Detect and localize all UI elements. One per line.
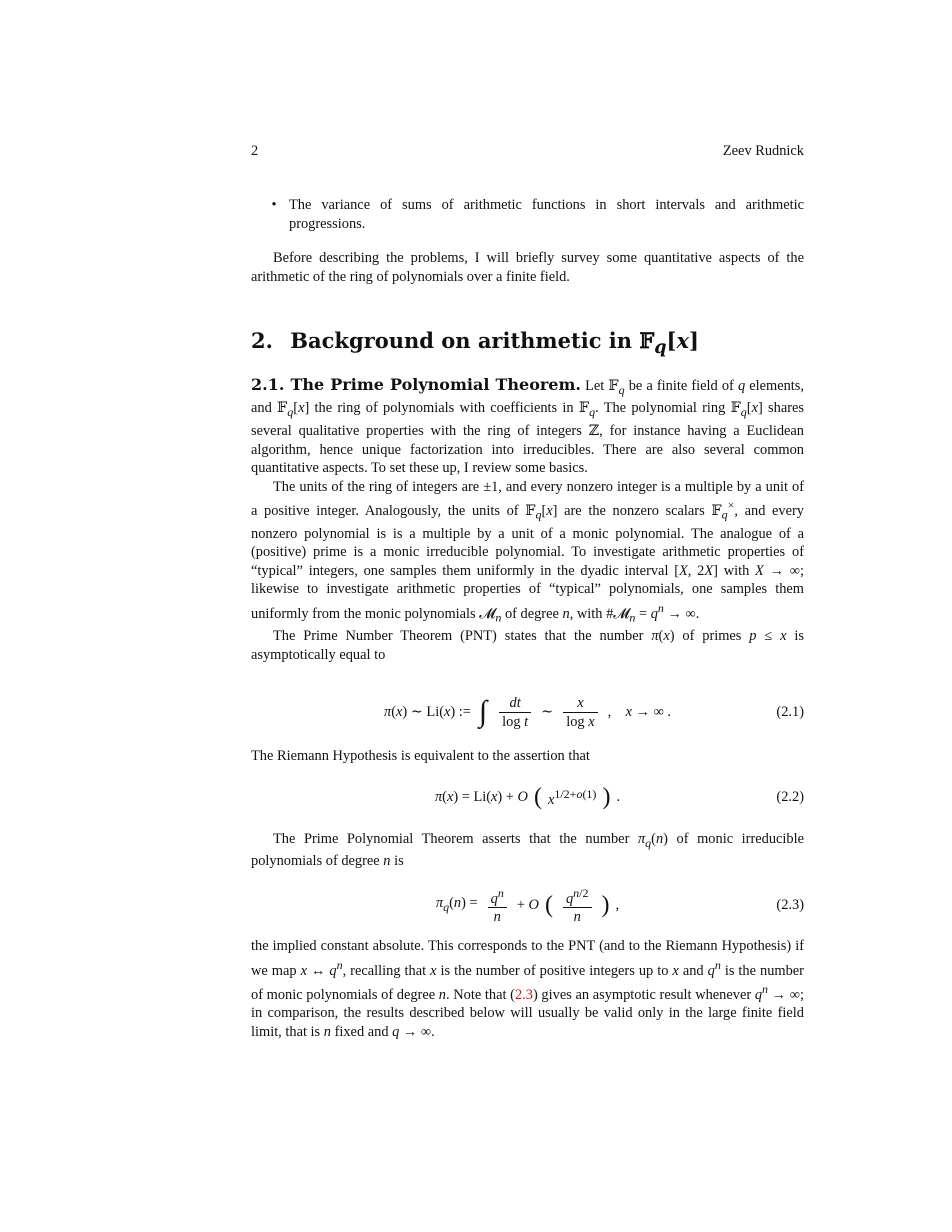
subsection-body xyxy=(251,376,804,664)
equation-reference-link[interactable]: 2.3 xyxy=(514,986,533,1003)
equation-2-3: $\pi_q(n)$ = $\frac{q^n}{n}$ + O ( $\frac{q^{n/2}}{n}$ ) , (2.3) xyxy=(435,885,804,926)
equation-2-1: π(x) ∼ Li(x) := ∫ $\frac{dt}{\text{log t}}$ ∼ $\frac{x}{\text{log x}}$ , x → ∞ . (2.1) xyxy=(383,694,804,730)
bullet-list xyxy=(251,196,804,233)
paragraph: The Prime Polynomial Theorem asserts that the number $\pi_q(n)$ of monic irreducible polynomials of degree n is xyxy=(251,831,804,870)
subsection-heading xyxy=(251,375,581,394)
subsection-number: 2.1. xyxy=(251,375,285,394)
section-number: 2. xyxy=(251,328,273,353)
intro-paragraph: Before describing the problems, I will briefly survey some quantitative aspects of the arithmetic of the ring of polynomials over a finite field. xyxy=(251,250,804,285)
equation-tag: (2.1) xyxy=(776,703,804,720)
list-item xyxy=(251,196,804,233)
paragraph: The Riemann Hypothesis is equivalent to the assertion that xyxy=(251,748,590,764)
integral-sign: ∫ xyxy=(478,695,488,728)
paragraph: 2.1. The Prime Polynomial Theorem. Let 𝔽$_q$ be a finite field of q elements, and 𝔽$_q$[x] the ring of polynomials with coefficients in 𝔽$_q$. The polynomial ring 𝔽$_q$[x] shares several qualitative properties with the ring of integers ℤ, for instance having a Euclidean algorithm, hence unique factorization into irreducibles. There are also several common quantitative aspects. To set these up, I review some basics. xyxy=(251,375,804,477)
paragraph: the implied constant absolute. This corresponds to the PNT (and to the Riemann Hypothesis) if we map x ↔ $q^n$, recalling that x is the number of positive integers up to x and $q^n$ is the number of monic polynomials of degree n. Note that (2.3) gives an asymptotic result whenever $q^n$ → ∞; in comparison, the results described below will usually be valid only in the large finite field limit, that is n fixed and q → ∞. xyxy=(251,938,805,1040)
paragraph: The Prime Number Theorem (PNT) states that the number π(x) of primes p ≤ x is asymptotically equal to xyxy=(251,628,805,663)
bullet-text: The variance of sums of arithmetic functions in short intervals and arithmetic progressions. xyxy=(289,197,804,232)
section-title: Background on arithmetic in 𝔽$_q$[x] xyxy=(290,328,699,359)
subsection-title: The Prime Polynomial Theorem. xyxy=(290,375,581,394)
running-head xyxy=(251,142,804,161)
equation-tag: (2.2) xyxy=(776,788,804,805)
bullet-marker: • xyxy=(271,197,277,213)
author-name: Zeev Rudnick xyxy=(722,143,804,159)
page-number: 2 xyxy=(251,143,259,159)
paragraph: The units of the ring of integers are ±1, and every nonzero integer is a multiple by a unit of a positive integer. Analogously, the units of 𝔽$_q$[x] are the nonzero scalars 𝔽$_q$×, and every nonzero polynomial is is a multiple by a unit of a monic polynomial. The analogue of a (positive) prime is a monic irreducible polynomial. To investigate arithmetic properties of “typical” integers, one samples them uniformly in the dyadic interval [X, 2X] with X → ∞; likewise to investigate arithmetic properties of “typical” polynomials, one samples them uniformly from the monic polynomials 𝓜$_n$ of degree n, with #𝓜$_n$ = $q^n$ → ∞. xyxy=(251,478,805,625)
equation-2-2: π(x) = Li(x) + O ( $x^{1/2+o(1)}$ ) . (2.2) xyxy=(434,783,804,810)
equation-tag: (2.3) xyxy=(776,896,804,913)
section-heading xyxy=(251,328,804,359)
